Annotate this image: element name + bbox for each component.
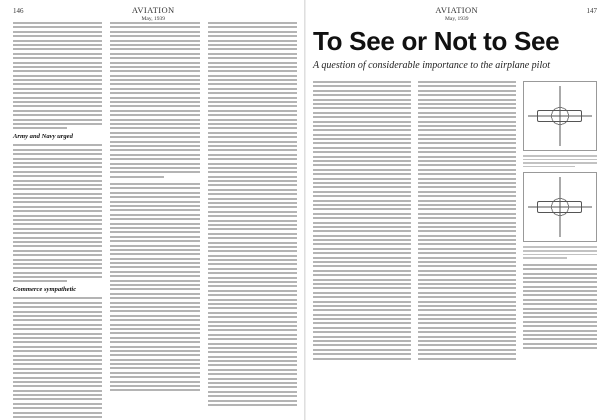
article-headline: To See or Not to See: [313, 26, 560, 56]
right-figure-column: [523, 81, 597, 362]
left-magazine-name: AVIATION: [131, 5, 175, 15]
figure-1-drawing: [528, 86, 592, 146]
right-running-title: [435, 6, 478, 24]
right-magazine-name: AVIATION: [435, 5, 479, 15]
left-running-head: [13, 6, 297, 22]
left-issue-date: May, 1939: [141, 16, 165, 22]
right-page: [305, 0, 610, 420]
right-page-number: 147: [586, 7, 597, 15]
left-column-1: [13, 22, 102, 420]
figure-2-drawing: [528, 177, 592, 237]
left-column-2: [110, 22, 199, 420]
right-running-head: [313, 6, 597, 22]
left-subhead-2: Commerce sympathetic: [13, 286, 77, 294]
left-subhead-1: Army and Navy urged: [13, 133, 73, 141]
figure-2: [523, 172, 597, 242]
right-columns: [313, 81, 597, 362]
article-dek: A question of considerable importance to the airplane pilot: [313, 60, 551, 71]
right-issue-date: May, 1939: [445, 16, 469, 22]
right-column-2: [418, 81, 516, 362]
figure-1: [523, 81, 597, 151]
left-page-number: 146: [13, 7, 24, 15]
left-columns: [13, 22, 297, 420]
right-column-1: [313, 81, 411, 362]
left-column-3: [208, 22, 297, 420]
